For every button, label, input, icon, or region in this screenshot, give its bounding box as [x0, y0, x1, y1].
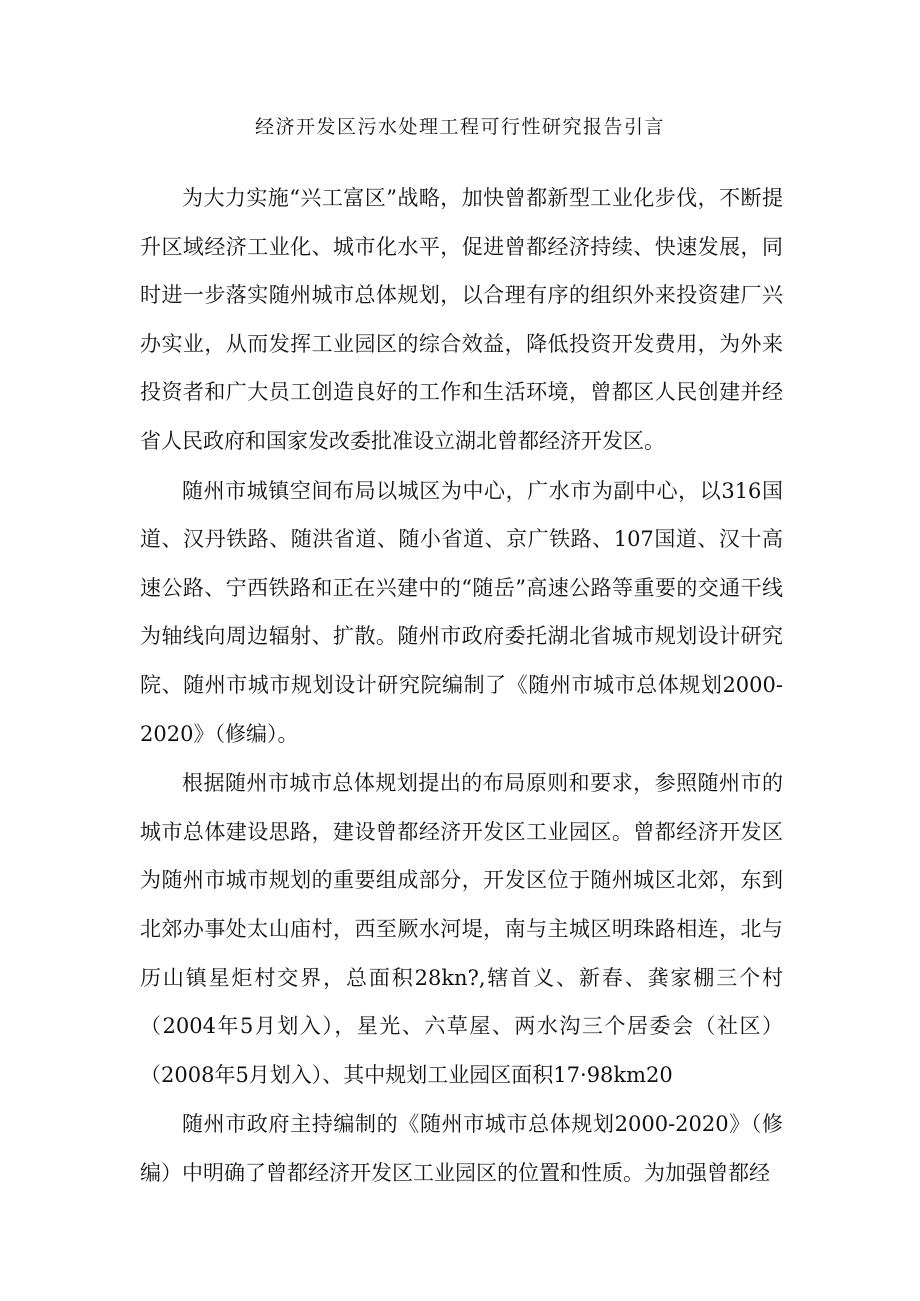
paragraph-2: 随州市城镇空间布局以城区为中心，广水市为副中心，以316国道、汉丹铁路、随洪省道、随小省道、京广铁路、107国道、汉十高速公路、宁西铁路和正在兴建中的“随岳”高速公路等重要的交通干线为轴线向周边辐射、扩散。随州市政府委托湖北省城市规划设计研究院、随州市城市规划设计研究院编制了《随州市城市总体规划2000-2020》（修编）。 [140, 478, 783, 746]
paragraph-1: 为大力实施“兴工富区”战略，加快曾都新型工业化步伐，不断提升区域经济工业化、城市化水平，促进曾都经济持续、快速发展，同时进一步落实随州城市总体规划，以合理有序的组织外来投资建厂兴办实业，从而发挥工业园区的综合效益，降低投资开发费用，为外来投资者和广大员工创造良好的工作和生活环境，曾都区人民创建并经省人民政府和国家发改委批准设立湖北曾都经济开发区。 [140, 186, 783, 453]
paragraph-3: 根据随州市城市总体规划提出的布局原则和要求，参照随州市的城市总体建设思路，建设曾都经济开发区工业园区。曾都经济开发区为随州市城市规划的重要组成部分，开发区位于随州城区北郊，东到北郊办事处太山庙村，西至厥水河堤，南与主城区明珠路相连，北与历山镇星炬村交界，总面积28kn?,辖首义、新春、龚家棚三个村（2004年5月划入），星光、六草屋、两水沟三个居委会（社区）（2008年5月划入）、其中规划工业园区面积17·98km20 [140, 771, 783, 1087]
paragraph-4: 随州市政府主持编制的《随州市城市总体规划2000-2020》（修编）中明确了曾都经济开发区工业园区的位置和性质。为加强曾都经 [140, 1112, 783, 1185]
document-title: 经济开发区污水处理工程可行性研究报告引言 [254, 116, 665, 138]
document-body [140, 174, 783, 1198]
